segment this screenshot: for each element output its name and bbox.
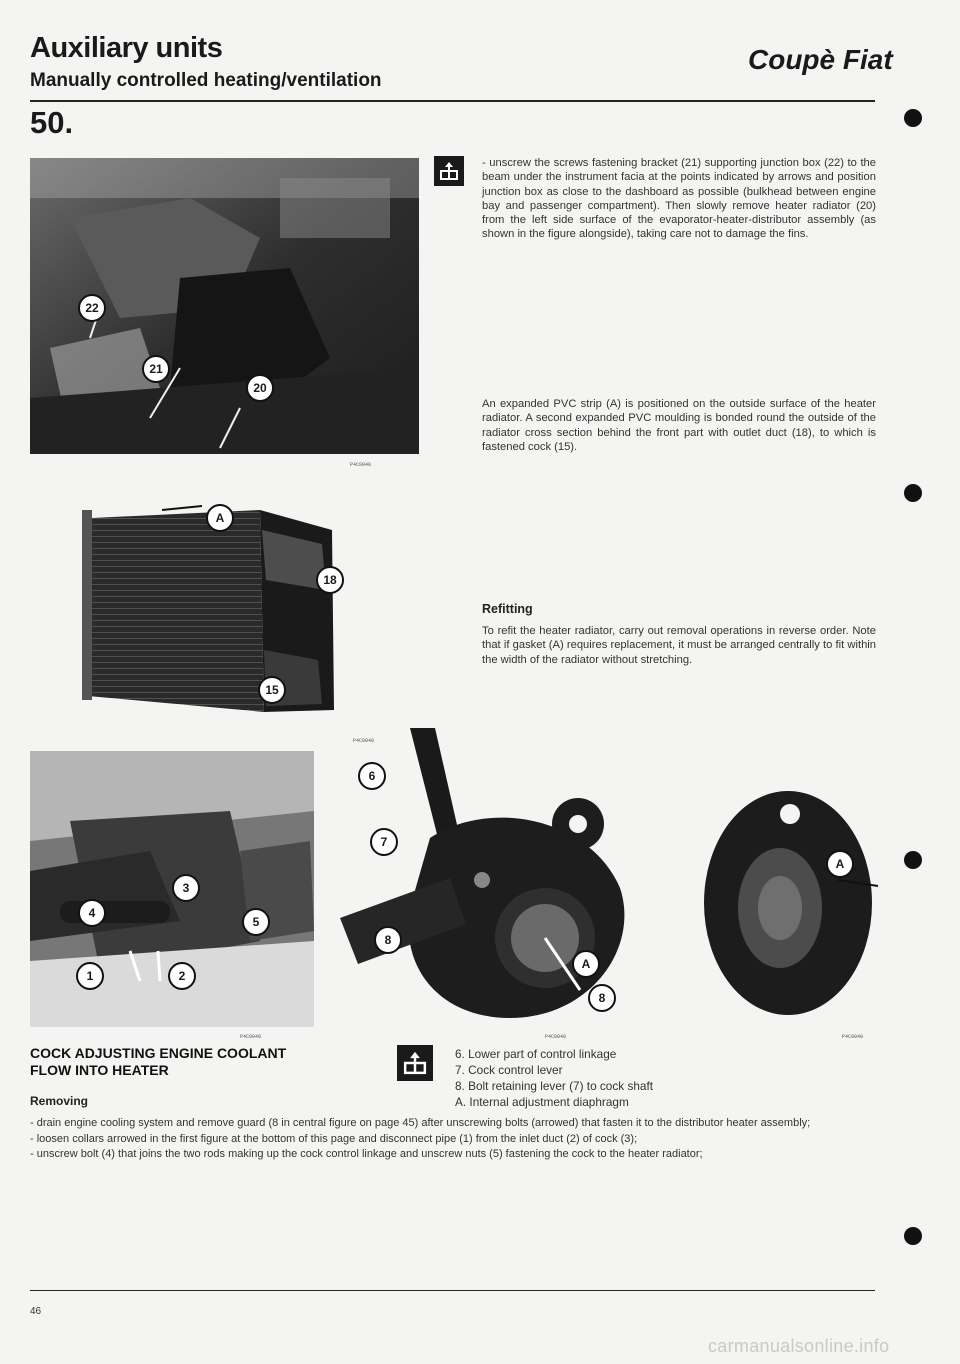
section-heading-line: COCK ADJUSTING ENGINE COOLANT [30, 1045, 287, 1061]
callout-8-lower: 8 [588, 984, 616, 1012]
callout-22: 22 [78, 294, 106, 322]
header-rule [30, 100, 875, 102]
callout-5: 5 [242, 908, 270, 936]
step-item: - drain engine cooling system and remove guard (8 in central figure on page 45) after unscrewing bolts (arrowed) that fasten it to the distributor heater assembly; [30, 1117, 811, 1129]
removing-heading: Removing [30, 1094, 89, 1108]
callout-A: A [572, 950, 600, 978]
top-paragraph-1 [482, 156, 876, 242]
page-title: Auxiliary units [30, 32, 223, 64]
brand-title: Coupè Fiat [748, 44, 893, 75]
removal-tool-icon [397, 1045, 433, 1081]
watermark: carmanualsonline.info [708, 1336, 890, 1356]
photo-caption-code: P4C0040 [350, 462, 372, 468]
legend-item: 8. Bolt retaining lever (7) to cock shaft [455, 1079, 654, 1093]
callout-4: 4 [78, 899, 106, 927]
refitting-heading: Refitting [482, 602, 533, 616]
legend-item: A. Internal adjustment diaphragm [455, 1095, 629, 1109]
photo-caption-code: P4C0040 [353, 738, 375, 744]
refitting-text: To refit the heater radiator, carry out removal operations in reverse order. Note that if gasket (A) requires replacement, it must be arranged centrally to fit within the width of the radiator without stretching. [482, 625, 876, 666]
photo-caption-code: P4C0040 [240, 1034, 262, 1040]
photo-diaphragm [688, 758, 884, 1024]
callout-20: 20 [246, 374, 274, 402]
callout-7: 7 [370, 828, 398, 856]
section-number: 50. [30, 105, 74, 140]
binder-hole [904, 484, 922, 502]
step-item: - loosen collars arrowed in the first figure at the bottom of this page and disconnect pipe (1) from the inlet duct (2) of cock (3); [30, 1132, 638, 1145]
callout-8: 8 [374, 926, 402, 954]
section-heading-line: FLOW INTO HEATER [30, 1062, 169, 1078]
callout-18: 18 [316, 566, 344, 594]
page-subtitle: Manually controlled heating/ventilation [30, 70, 382, 91]
binder-hole [904, 109, 922, 127]
step-item: - unscrew bolt (4) that joins the two rods making up the cock control linkage and unscrew nuts (5) fastening the cock to the heater radiator; [30, 1148, 703, 1160]
binder-hole [904, 851, 922, 869]
photo-heater-radiator [82, 500, 340, 720]
callout-2: 2 [168, 962, 196, 990]
callout-A: A [206, 504, 234, 532]
photo-caption-code: P4C0040 [545, 1034, 567, 1040]
removal-tool-icon [434, 156, 464, 186]
section-heading [30, 1045, 286, 1079]
instruction-text: - unscrew the screws fastening bracket (21) supporting junction box (22) to the beam under the instrument facia at the points indicated by arrows and position junction box as close to the dashboard as possible (bulkhead between engine bay and passenger compartment). Then slowly remove heater radiator (20) from the left side surface of the evaporator-heater-distributor assembly (as shown in the figure alongside), taking care not to damage the fins. [482, 157, 876, 241]
callout-6: 6 [358, 762, 386, 790]
callout-15: 15 [258, 676, 286, 704]
photo-caption-code: P4C0040 [842, 1034, 864, 1040]
footer-rule [30, 1290, 875, 1291]
figure-legend [455, 1046, 855, 1110]
callout-3: 3 [172, 874, 200, 902]
top-paragraph-2 [482, 397, 876, 454]
legend-item: 7. Cock control lever [455, 1063, 563, 1077]
description-text: An expanded PVC strip (A) is positioned on the outside surface of the heater radiator. A second expanded PVC moulding is bonded round the outside of the radiator cross section behind the front part with outlet duct (18), to which is fastened cock (15). [482, 398, 876, 453]
callout-A: A [826, 850, 854, 878]
removal-steps [30, 1116, 878, 1163]
callout-1: 1 [76, 962, 104, 990]
callout-21: 21 [142, 355, 170, 383]
page-number: 46 [30, 1306, 42, 1317]
binder-hole [904, 1227, 922, 1245]
legend-item: 6. Lower part of control linkage [455, 1047, 617, 1061]
